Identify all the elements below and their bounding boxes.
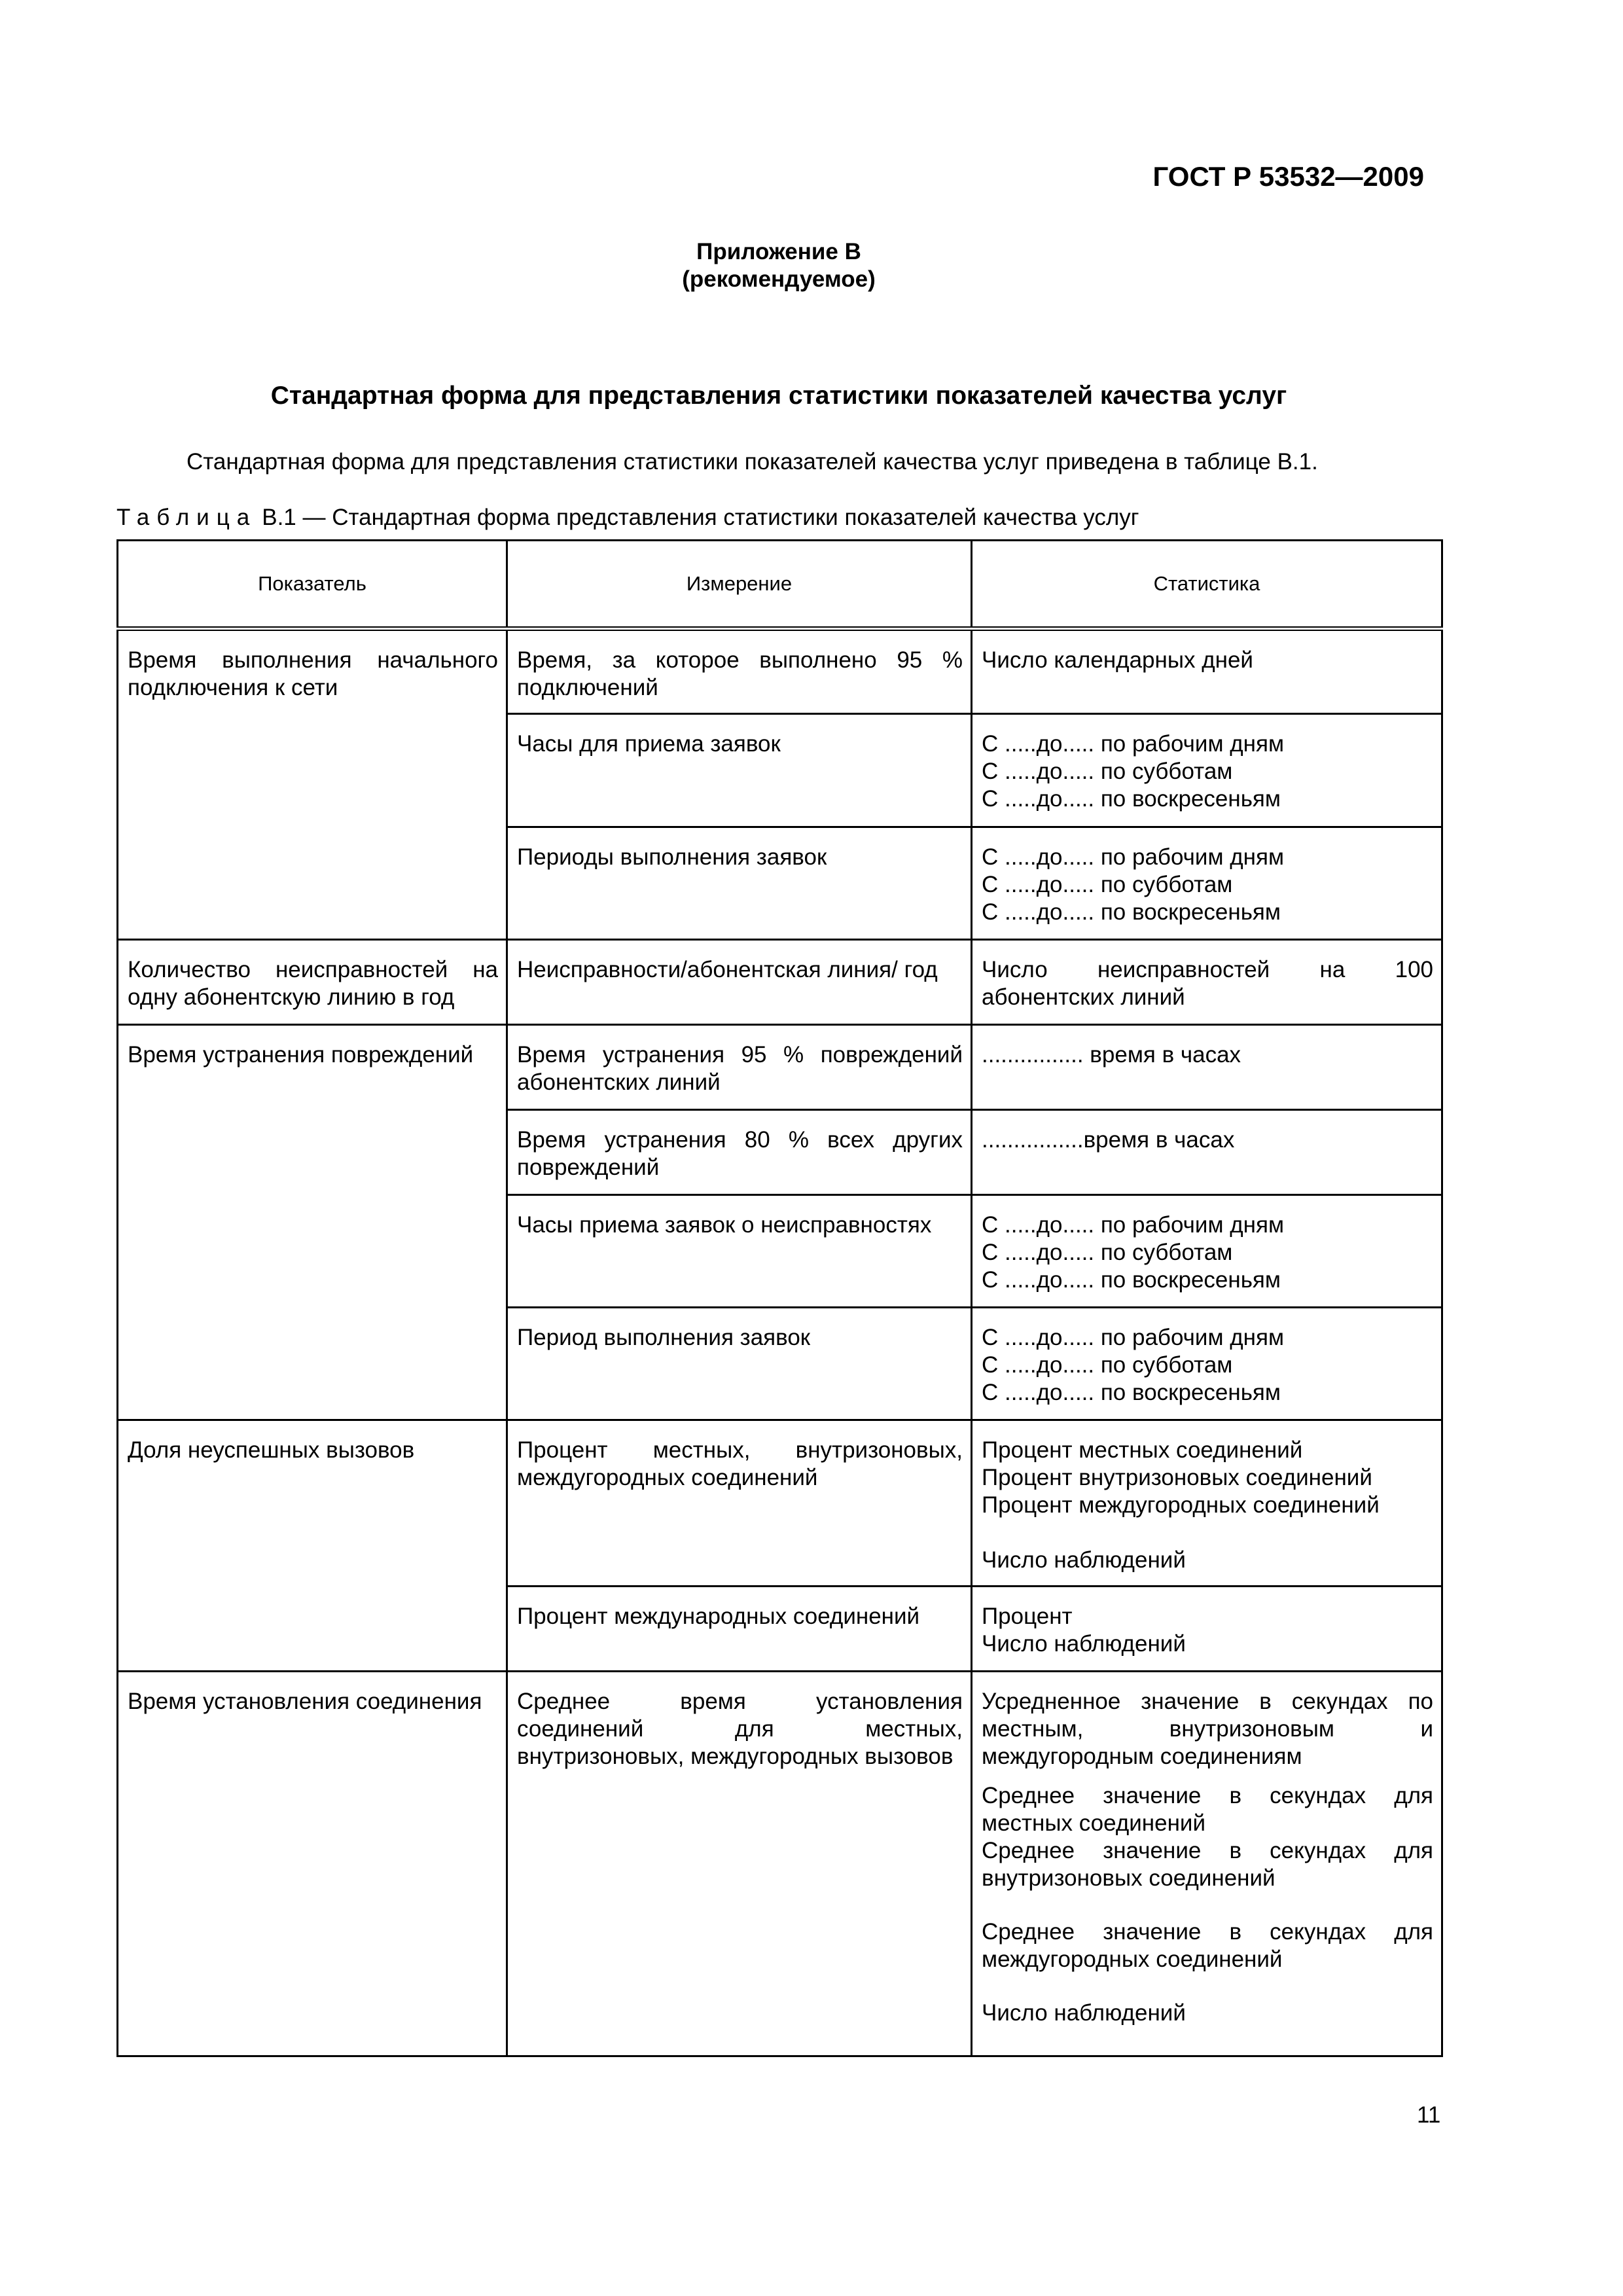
indicator-cell: Количество неисправностей на одну абонентскую линию в год bbox=[118, 940, 507, 1025]
measurement-cell: Время устранения 80 % всех других повреждений bbox=[507, 1110, 972, 1195]
statistics-table bbox=[116, 539, 1443, 2057]
measurement-cell: Часы приема заявок о неисправностях bbox=[507, 1195, 972, 1308]
statistics-line: С .....до..... по рабочим дням bbox=[982, 731, 1285, 757]
indicator-cell: Доля неуспешных вызовов bbox=[118, 1420, 507, 1672]
table-row bbox=[118, 629, 1442, 714]
appendix-status: (рекомендуемое) bbox=[682, 266, 876, 292]
table-row bbox=[118, 940, 1442, 1025]
header-measurement: Измерение bbox=[507, 541, 972, 629]
statistics-line: Процент междугородных соединений bbox=[982, 1492, 1380, 1518]
statistics-line: Процент bbox=[982, 1604, 1073, 1629]
statistics-line: С .....до..... по рабочим дням bbox=[982, 844, 1285, 870]
statistics-cell bbox=[972, 1308, 1442, 1420]
statistics-line: С .....до..... по воскресеньям bbox=[982, 786, 1281, 812]
statistics-line: Число наблюдений bbox=[982, 1631, 1186, 1657]
measurement-cell: Периоды выполнения заявок bbox=[507, 827, 972, 940]
indicator-cell: Время выполнения начального подключения к сети bbox=[118, 629, 507, 940]
statistics-line: Среднее значение в секундах для внутризоновых соединений bbox=[982, 1838, 1433, 1891]
measurement-cell: Время устранения 95 % повреждений абонентских линий bbox=[507, 1025, 972, 1110]
statistics-line: Процент местных соединений bbox=[982, 1437, 1303, 1463]
statistics-line: С .....до..... по рабочим дням bbox=[982, 1325, 1285, 1350]
statistics-cell: ................время в часах bbox=[972, 1110, 1442, 1195]
table-row bbox=[118, 1672, 1442, 2056]
appendix-heading bbox=[0, 238, 1558, 293]
table-header-row bbox=[118, 541, 1442, 629]
statistics-line: С .....до..... по субботам bbox=[982, 1352, 1233, 1378]
table-caption-text: В.1 — Стандартная форма представления статистики показателей качества услуг bbox=[262, 505, 1139, 530]
header-indicator: Показатель bbox=[118, 541, 507, 629]
measurement-cell: Часы для приема заявок bbox=[507, 714, 972, 827]
measurement-cell: Процент местных, внутризоновых, междугородных соединений bbox=[507, 1420, 972, 1587]
statistics-cell: Число неисправностей на 100 абонентских линий bbox=[972, 940, 1442, 1025]
appendix-title: Приложение В bbox=[696, 239, 861, 264]
table-caption bbox=[116, 505, 1139, 531]
document-code: ГОСТ Р 53532—2009 bbox=[1152, 161, 1424, 192]
statistics-line: Процент внутризоновых соединений bbox=[982, 1465, 1372, 1490]
intro-paragraph: Стандартная форма для представления статистики показателей качества услуг приведена в таблице В.1. bbox=[187, 449, 1318, 475]
statistics-line: Число наблюдений bbox=[982, 2000, 1186, 2026]
statistics-line: С .....до..... по воскресеньям bbox=[982, 1380, 1281, 1405]
statistics-line: Число наблюдений bbox=[982, 1547, 1186, 1573]
table-caption-label: Таблица bbox=[116, 505, 257, 530]
statistics-line: С .....до..... по воскресеньям bbox=[982, 899, 1281, 925]
statistics-cell: Число календарных дней bbox=[972, 629, 1442, 714]
statistics-cell bbox=[972, 1587, 1442, 1672]
statistics-line: С .....до..... по субботам bbox=[982, 1240, 1233, 1265]
statistics-line: Усредненное значение в секундах по местным, внутризоновым и междугородным соединениям bbox=[982, 1689, 1433, 1769]
statistics-cell: ................ время в часах bbox=[972, 1025, 1442, 1110]
table-row bbox=[118, 1025, 1442, 1110]
indicator-cell: Время устранения повреждений bbox=[118, 1025, 507, 1420]
statistics-line: С .....до..... по субботам bbox=[982, 872, 1233, 897]
statistics-line: С .....до..... по рабочим дням bbox=[982, 1212, 1285, 1238]
table-row bbox=[118, 1420, 1442, 1587]
statistics-cell bbox=[972, 1195, 1442, 1308]
statistics-line: Среднее значение в секундах для местных соединений bbox=[982, 1783, 1433, 1836]
section-title: Стандартная форма для представления статистики показателей качества услуг bbox=[270, 382, 1287, 410]
measurement-cell: Процент международных соединений bbox=[507, 1587, 972, 1672]
statistics-cell bbox=[972, 714, 1442, 827]
statistics-cell bbox=[972, 1672, 1442, 2056]
page-number: 11 bbox=[1417, 2102, 1441, 2128]
measurement-cell: Время, за которое выполнено 95 % подключений bbox=[507, 629, 972, 714]
indicator-cell: Время установления соединения bbox=[118, 1672, 507, 2056]
statistics-cell bbox=[972, 827, 1442, 940]
measurement-cell: Период выполнения заявок bbox=[507, 1308, 972, 1420]
statistics-line: С .....до..... по субботам bbox=[982, 759, 1233, 784]
measurement-cell: Неисправности/абонентская линия/ год bbox=[507, 940, 972, 1025]
header-statistics: Статистика bbox=[972, 541, 1442, 629]
statistics-cell bbox=[972, 1420, 1442, 1587]
statistics-line: Среднее значение в секундах для междугородных соединений bbox=[982, 1919, 1433, 1972]
statistics-line: С .....до..... по воскресеньям bbox=[982, 1267, 1281, 1293]
measurement-cell: Среднее время установления соединений для местных, внутризоновых, междугородных вызовов bbox=[507, 1672, 972, 2056]
